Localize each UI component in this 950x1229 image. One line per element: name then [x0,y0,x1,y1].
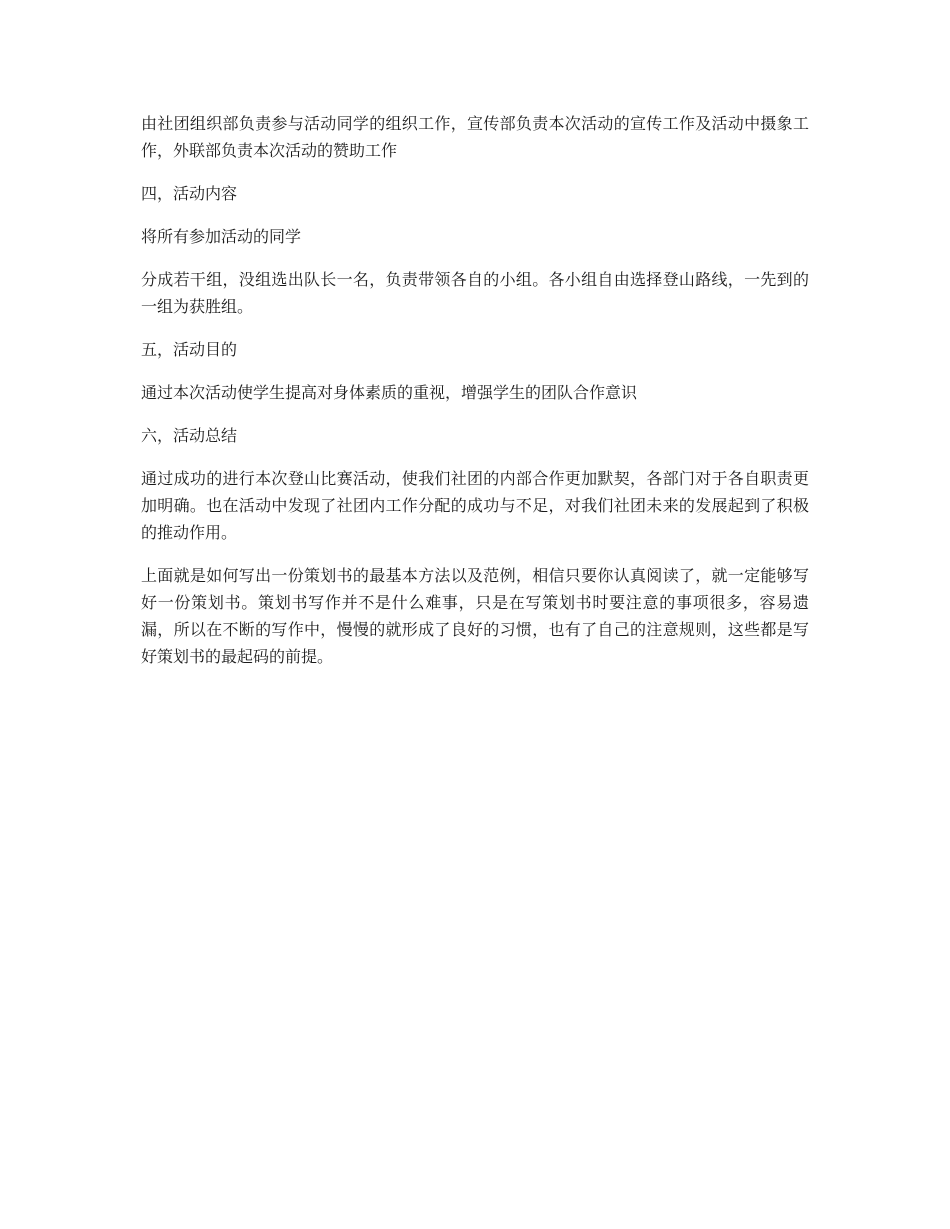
section-heading-activity-content: 四，活动内容 [141,184,238,203]
paragraph-participants: 将所有参加活动的同学 [141,227,302,246]
paragraph-organization: 由社团组织部负责参与活动同学的组织工作，宣传部负责本次活动的宣传工作及活动中摄象工作，外联部负责本次活动的赞助工作 [141,114,809,160]
section-heading-activity-summary: 六，活动总结 [141,426,238,445]
paragraph-summary: 通过成功的进行本次登山比赛活动，使我们社团的内部合作更加默契，各部门对于各自职责更加明确。也在活动中发现了社团内工作分配的成功与不足，对我们社团未来的发展起到了积极的推动作用。 [141,469,809,542]
paragraph-conclusion: 上面就是如何写出一份策划书的最基本方法以及范例，相信只要你认真阅读了，就一定能够写好一份策划书。策划书写作并不是什么难事，只是在写策划书时要注意的事项很多，容易遗漏，所以在不断的写作中，慢慢的就形成了良好的习惯，也有了自己的注意规则，这些都是写好策划书的最起码的前提。 [141,566,809,666]
paragraph-grouping: 分成若干组，没组选出队长一名，负责带领各自的小组。各小组自由选择登山路线，一先到的一组为获胜组。 [141,270,809,316]
section-heading-activity-purpose: 五，活动目的 [141,340,238,359]
paragraph-purpose: 通过本次活动使学生提高对身体素质的重视，增强学生的团队合作意识 [141,383,638,402]
document-body [141,110,809,686]
